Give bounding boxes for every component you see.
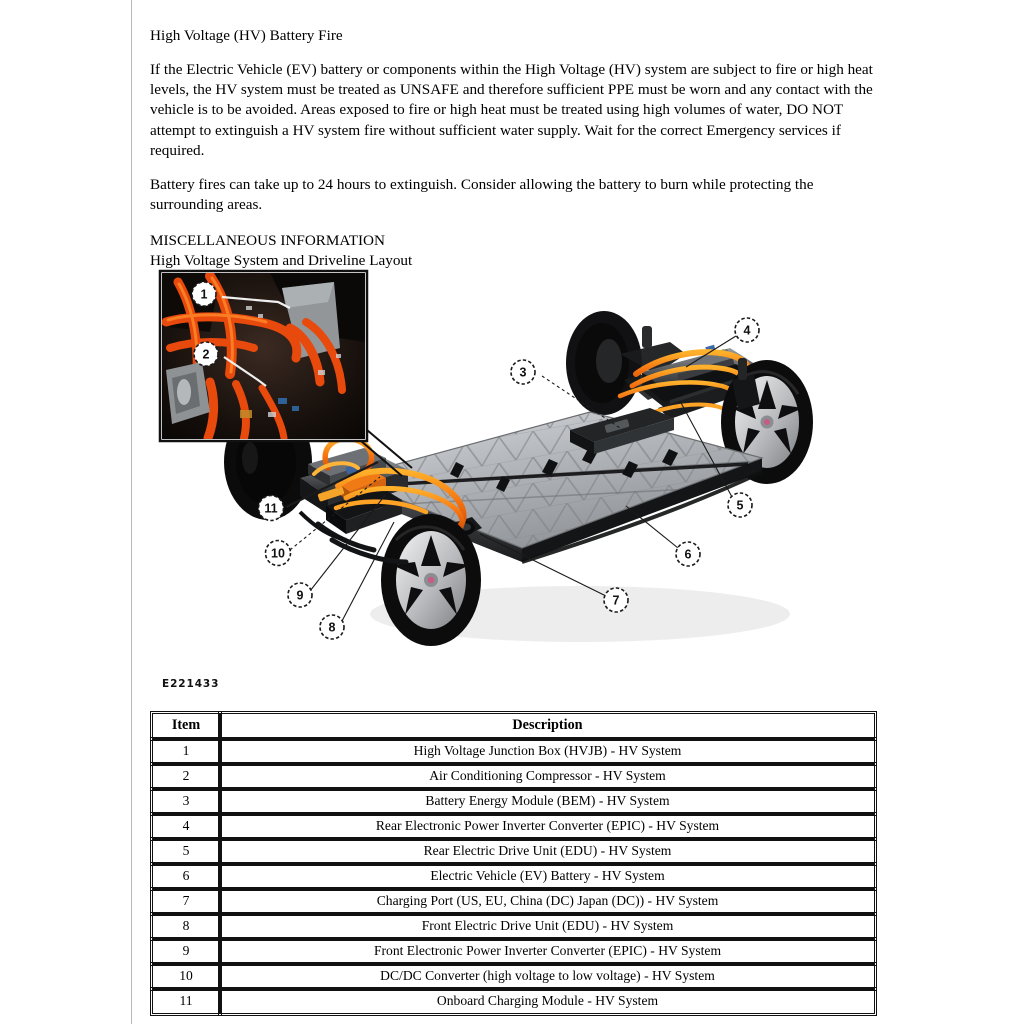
parts-table bbox=[152, 713, 875, 1014]
table-row bbox=[152, 839, 875, 864]
cell-description: DC/DC Converter (high voltage to low voltage) - HV System bbox=[220, 964, 875, 989]
cell-item: 7 bbox=[152, 889, 220, 914]
paragraph-battery-burn-time: Battery fires can take up to 24 hours to extinguish. Consider allowing the battery to burn while protecting the surrounding areas. bbox=[150, 176, 814, 214]
table-header-row bbox=[152, 713, 875, 739]
section-label: MISCELLANEOUS INFORMATION bbox=[150, 231, 385, 249]
table-row bbox=[152, 939, 875, 964]
svg-text:11: 11 bbox=[264, 501, 278, 516]
section-subtitle: High Voltage System and Driveline Layout bbox=[150, 251, 413, 269]
table-row bbox=[152, 914, 875, 939]
svg-text:8: 8 bbox=[328, 620, 336, 635]
cell-description: High Voltage Junction Box (HVJB) - HV System bbox=[220, 739, 875, 764]
page-title: High Voltage (HV) Battery Fire bbox=[150, 27, 343, 44]
parts-table-container bbox=[152, 713, 875, 1014]
callout-5 bbox=[728, 493, 752, 517]
left-margin-rule bbox=[131, 0, 132, 1024]
svg-text:9: 9 bbox=[296, 588, 304, 603]
svg-text:5: 5 bbox=[736, 498, 744, 513]
table-row bbox=[152, 764, 875, 789]
svg-text:1: 1 bbox=[200, 287, 208, 302]
cell-item: 3 bbox=[152, 789, 220, 814]
svg-text:6: 6 bbox=[684, 547, 692, 562]
callout-10 bbox=[266, 541, 291, 566]
cell-description: Front Electronic Power Inverter Converter (EPIC) - HV System bbox=[220, 939, 875, 964]
table-row bbox=[152, 864, 875, 889]
figure-stage bbox=[150, 262, 876, 682]
callout-6 bbox=[676, 542, 700, 566]
callout-3 bbox=[511, 360, 535, 384]
callout-7 bbox=[604, 588, 628, 612]
svg-text:4: 4 bbox=[743, 323, 751, 338]
figure-caption: E221433 bbox=[162, 678, 220, 690]
table-row bbox=[152, 964, 875, 989]
cell-description: Air Conditioning Compressor - HV System bbox=[220, 764, 875, 789]
callout-8 bbox=[320, 615, 344, 639]
cell-description: Rear Electric Drive Unit (EDU) - HV System bbox=[220, 839, 875, 864]
table-row bbox=[152, 739, 875, 764]
cell-description: Charging Port (US, EU, China (DC) Japan (DC)) - HV System bbox=[220, 889, 875, 914]
cell-description: Onboard Charging Module - HV System bbox=[220, 989, 875, 1014]
table-body bbox=[152, 739, 875, 1014]
cell-description: Front Electric Drive Unit (EDU) - HV System bbox=[220, 914, 875, 939]
cell-item: 8 bbox=[152, 914, 220, 939]
text-content bbox=[150, 26, 876, 279]
cell-item: 4 bbox=[152, 814, 220, 839]
cell-item: 1 bbox=[152, 739, 220, 764]
cell-description: Electric Vehicle (EV) Battery - HV System bbox=[220, 864, 875, 889]
svg-text:2: 2 bbox=[202, 347, 210, 362]
column-header-description: Description bbox=[220, 713, 875, 739]
callout-1 bbox=[192, 282, 216, 306]
paragraph-hv-fire-warning: If the Electric Vehicle (EV) battery or components within the High Voltage (HV) system are subject to fire or high heat levels, the HV system must be treated as UNSAFE and therefore sufficient PPE must be worn and any contact with the vehicle is to be avoided. Areas exposed to fire or high heat must be treated using high volumes of water, DO NOT attempt to extinguish a HV system fire without sufficient water supply. Wait for the correct Emergency services if required. bbox=[150, 60, 873, 159]
cell-item: 2 bbox=[152, 764, 220, 789]
callout-2 bbox=[194, 342, 218, 366]
callout-11 bbox=[259, 496, 284, 521]
hv-driveline-illustration bbox=[150, 262, 876, 682]
table-row bbox=[152, 889, 875, 914]
cell-item: 9 bbox=[152, 939, 220, 964]
callout-9 bbox=[288, 583, 312, 607]
cell-description: Battery Energy Module (BEM) - HV System bbox=[220, 789, 875, 814]
cell-item: 6 bbox=[152, 864, 220, 889]
svg-text:10: 10 bbox=[271, 546, 285, 561]
cell-item: 5 bbox=[152, 839, 220, 864]
front-wheel-near bbox=[381, 514, 481, 646]
cell-description: Rear Electronic Power Inverter Converter (EPIC) - HV System bbox=[220, 814, 875, 839]
callout-4 bbox=[735, 318, 759, 342]
table-row bbox=[152, 989, 875, 1014]
cell-item: 11 bbox=[152, 989, 220, 1014]
table-row bbox=[152, 789, 875, 814]
cell-item: 10 bbox=[152, 964, 220, 989]
column-header-item: Item bbox=[152, 713, 220, 739]
svg-text:7: 7 bbox=[612, 593, 620, 608]
table-row bbox=[152, 814, 875, 839]
svg-text:3: 3 bbox=[519, 365, 527, 380]
hv-driveline-figure bbox=[150, 262, 876, 682]
